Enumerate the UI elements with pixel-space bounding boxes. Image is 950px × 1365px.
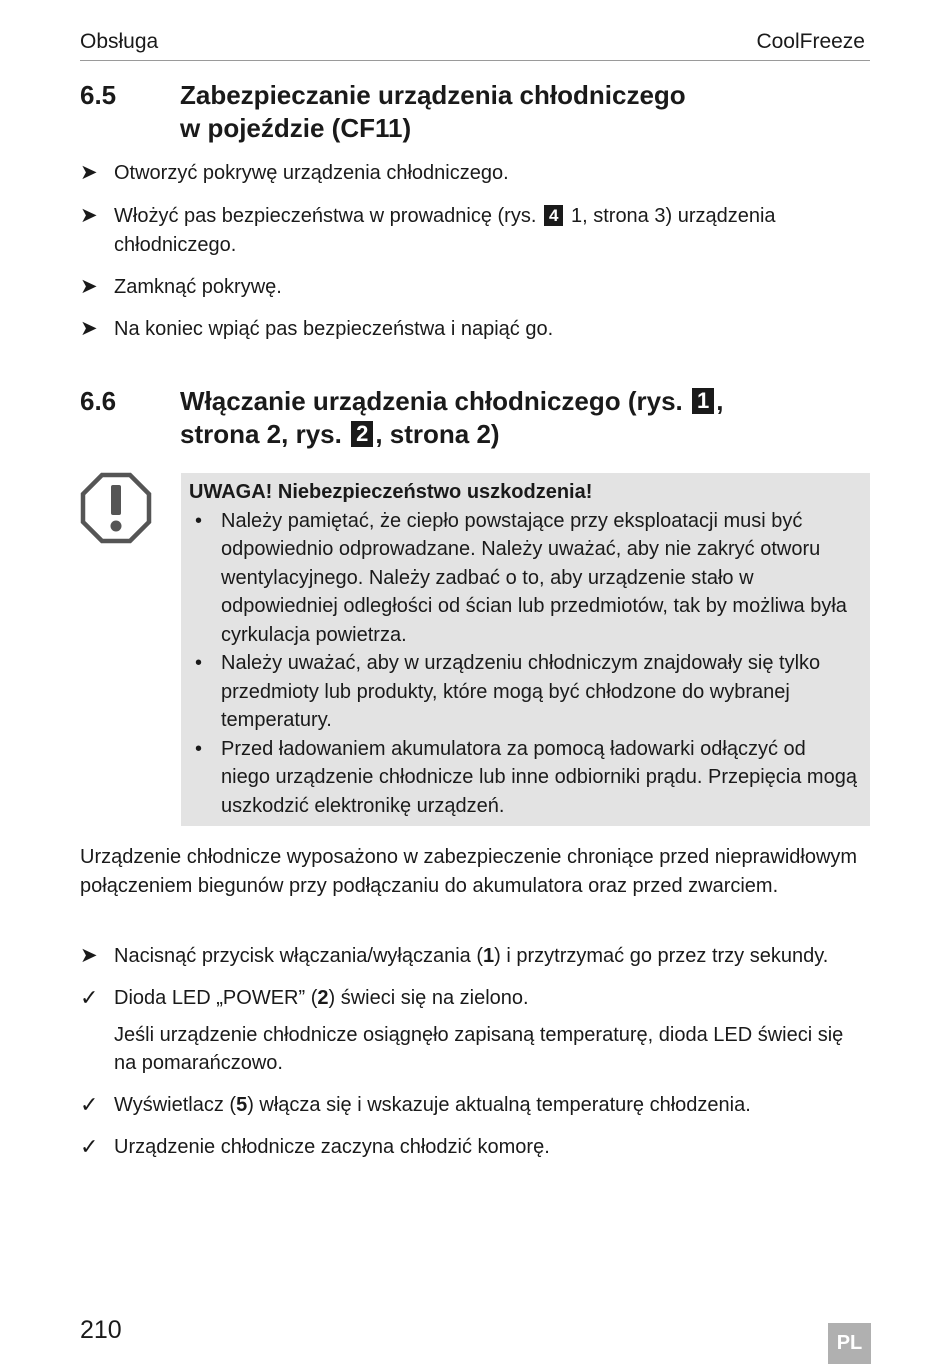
arrow-right-icon: ➤ bbox=[80, 204, 98, 227]
checkmark-icon: ✓ bbox=[80, 1134, 99, 1159]
list-item: • Przed ładowaniem akumulatora za pomocą ładowarki odłączyć od niego urządzenie chłodnicze lub inne odbiorniki prądu. Przepięcia mogą uszkodzić elektronikę urządzeń. bbox=[195, 737, 857, 817]
list-item: • Należy uważać, aby w urządzeniu chłodniczym znajdowały się tylko przedmioty lub produkty, które mogą być chłodzone do wybranej temperatury. bbox=[195, 652, 821, 731]
section-title: Włączanie urządzenia chłodniczego (rys. 1 , strona 2, rys. 2 , strona 2) bbox=[180, 386, 724, 449]
language-badge: PL bbox=[828, 1323, 871, 1364]
arrow-right-icon: ➤ bbox=[80, 161, 98, 184]
step-item: ➤ Na koniec wpiąć pas bezpieczeństwa i napiąć go. bbox=[80, 315, 870, 344]
step-item: ➤ Otworzyć pokrywę urządzenia chłodniczego. bbox=[80, 159, 870, 188]
result-item: ✓ Dioda LED „POWER” (2) świeci się na zielono. Jeśli urządzenie chłodnicze osiągnęło zapisaną temperaturę, dioda LED świeci się na pomarańczowo. bbox=[80, 984, 870, 1078]
header-product-name: CoolFreeze bbox=[756, 30, 865, 53]
warning-notice bbox=[181, 473, 870, 826]
checkmark-icon: ✓ bbox=[80, 1092, 99, 1117]
page-header bbox=[80, 30, 870, 61]
figure-reference-badge: 4 bbox=[544, 205, 563, 226]
step-item: ➤ Nacisnąć przycisk włączania/wyłączania (1) i przytrzymać go przez trzy sekundy. bbox=[80, 942, 870, 971]
warning-octagon-icon bbox=[80, 472, 152, 544]
section-title: Zabezpieczanie urządzenia chłodniczego w pojeździe (CF11) bbox=[180, 80, 686, 143]
intro-paragraph: Urządzenie chłodnicze wyposażono w zabezpieczenie chroniące przed nieprawidłowym połączeniem biegunów przy podłączaniu do akumulatora oraz przed zwarciem. bbox=[80, 846, 858, 897]
arrow-right-icon: ➤ bbox=[80, 944, 98, 967]
checkmark-icon: ✓ bbox=[80, 985, 99, 1010]
warning-title: UWAGA! Niebezpieczeństwo uszkodzenia! bbox=[189, 481, 593, 503]
section-number: 6.5 bbox=[80, 80, 117, 110]
result-item: ✓ Wyświetlacz (5) włącza się i wskazuje aktualną temperaturę chłodzenia. bbox=[80, 1091, 870, 1120]
list-item: • Należy pamiętać, że ciepło powstające przy eksploatacji musi być odpowiednio odprowadzane. Należy uważać, aby nie zakryć otworu wentylacyjnego. Należy zadbać o to, aby urządzenie stało w odpowiedniej odległości od ścian lub przedmiotów, tak by możliwa była cyrkulacja powietrza. bbox=[195, 509, 847, 646]
warning-list bbox=[189, 507, 860, 821]
result-item: ✓ Urządzenie chłodnicze zaczyna chłodzić komorę. bbox=[80, 1133, 870, 1162]
page-number: 210 bbox=[80, 1316, 122, 1344]
arrow-right-icon: ➤ bbox=[80, 317, 98, 340]
arrow-right-icon: ➤ bbox=[80, 275, 98, 298]
step-item: ➤ Włożyć pas bezpieczeństwa w prowadnicę (rys. 4 1, strona 3) urządzenia chłodniczego. bbox=[80, 204, 776, 256]
figure-reference-badge: 1 bbox=[692, 388, 714, 414]
result-note: Jeśli urządzenie chłodnicze osiągnęło zapisaną temperaturę, dioda LED świeci się na pomarańczowo. bbox=[114, 1023, 844, 1074]
figure-reference-badge: 2 bbox=[351, 421, 373, 447]
header-section-label: Obsługa bbox=[80, 30, 159, 53]
section-number: 6.6 bbox=[80, 386, 117, 416]
step-item: ➤ Zamknąć pokrywę. bbox=[80, 273, 870, 302]
